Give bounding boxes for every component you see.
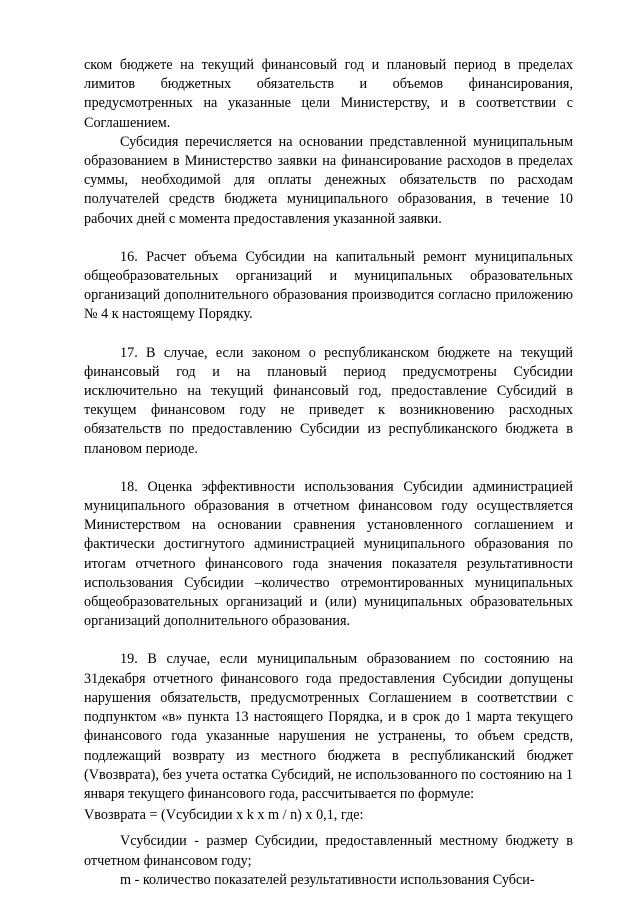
- definition-v-subsidy: Vсубсидии - размер Субсидии, предоставленный местному бюджету в отчетном финансовом году;: [84, 833, 573, 869]
- definition-m: m - количество показателей результативности использования Субси-: [120, 871, 535, 888]
- paragraph-19: 19. В случае, если муниципальным образованием по состоянию на 31декабря отчетного финансового года предоставления Субсидии допущены нарушения обязательств, предусмотренных Соглашением в соответствии с подпунктом «в» пункта 13 настоящего Порядка, и в срок до 1 марта текущего финансового года указанные нарушения не устранены, то объем средств, подлежащий возврату из местного бюджета в республиканский бюджет (Vвозврата), без учета остатка Субсидий, не использованного по состоянию на 1 января текущего финансового года, рассчитывается по формуле:: [84, 651, 573, 802]
- formula: Vвозврата = (Vсубсидии x k x m / n) x 0,1, где:: [84, 807, 364, 824]
- paragraph-16: 16. Расчет объема Субсидии на капитальный ремонт муниципальных общеобразовательных организаций и муниципальных образовательных организаций дополнительного образования производится согласно приложению № 4 к настоящему Порядку.: [84, 248, 573, 323]
- document-page: [84, 56, 573, 890]
- paragraph-18: 18. Оценка эффективности использования Субсидии администрацией муниципального образования в отчетном финансовом году осуществляется Министерством на основании сравнения установленного соглашением и фактически достигнутого администрацией муниципального образования по итогам отчетного финансового года значения показателя результативности использования Субсидии –количество отремонтированных муниципальных общеобразовательных организаций и (или) муниципальных образовательных организаций дополнительного образования.: [84, 478, 573, 630]
- paragraph-continuation: ском бюджете на текущий финансовый год и плановый период в пределах лимитов бюджетных обязательств и объемов финансирования, предусмотренных на указанные цели Министерству, и в соответствии с Соглашением.: [84, 57, 573, 131]
- paragraph-17: 17. В случае, если законом о республиканском бюджете на текущий финансовый год и на плановый период предусмотрены Субсидии исключительно на текущий финансовый год, предоставление Субсидий в текущем финансовом году не приведет к возникновению расходных обязательств по предоставлению Субсидии из республиканского бюджета в плановом периоде.: [84, 344, 573, 457]
- paragraph-subsidy-transfer: Субсидия перечисляется на основании представленной муниципальным образованием в Министерство заявки на финансирование расходов в пределах суммы, необходимой для оплаты денежных обязательств по расходам получателей средств бюджета муниципального образования, в течение 10 рабочих дней с момента предоставления указанной заявки.: [84, 133, 573, 227]
